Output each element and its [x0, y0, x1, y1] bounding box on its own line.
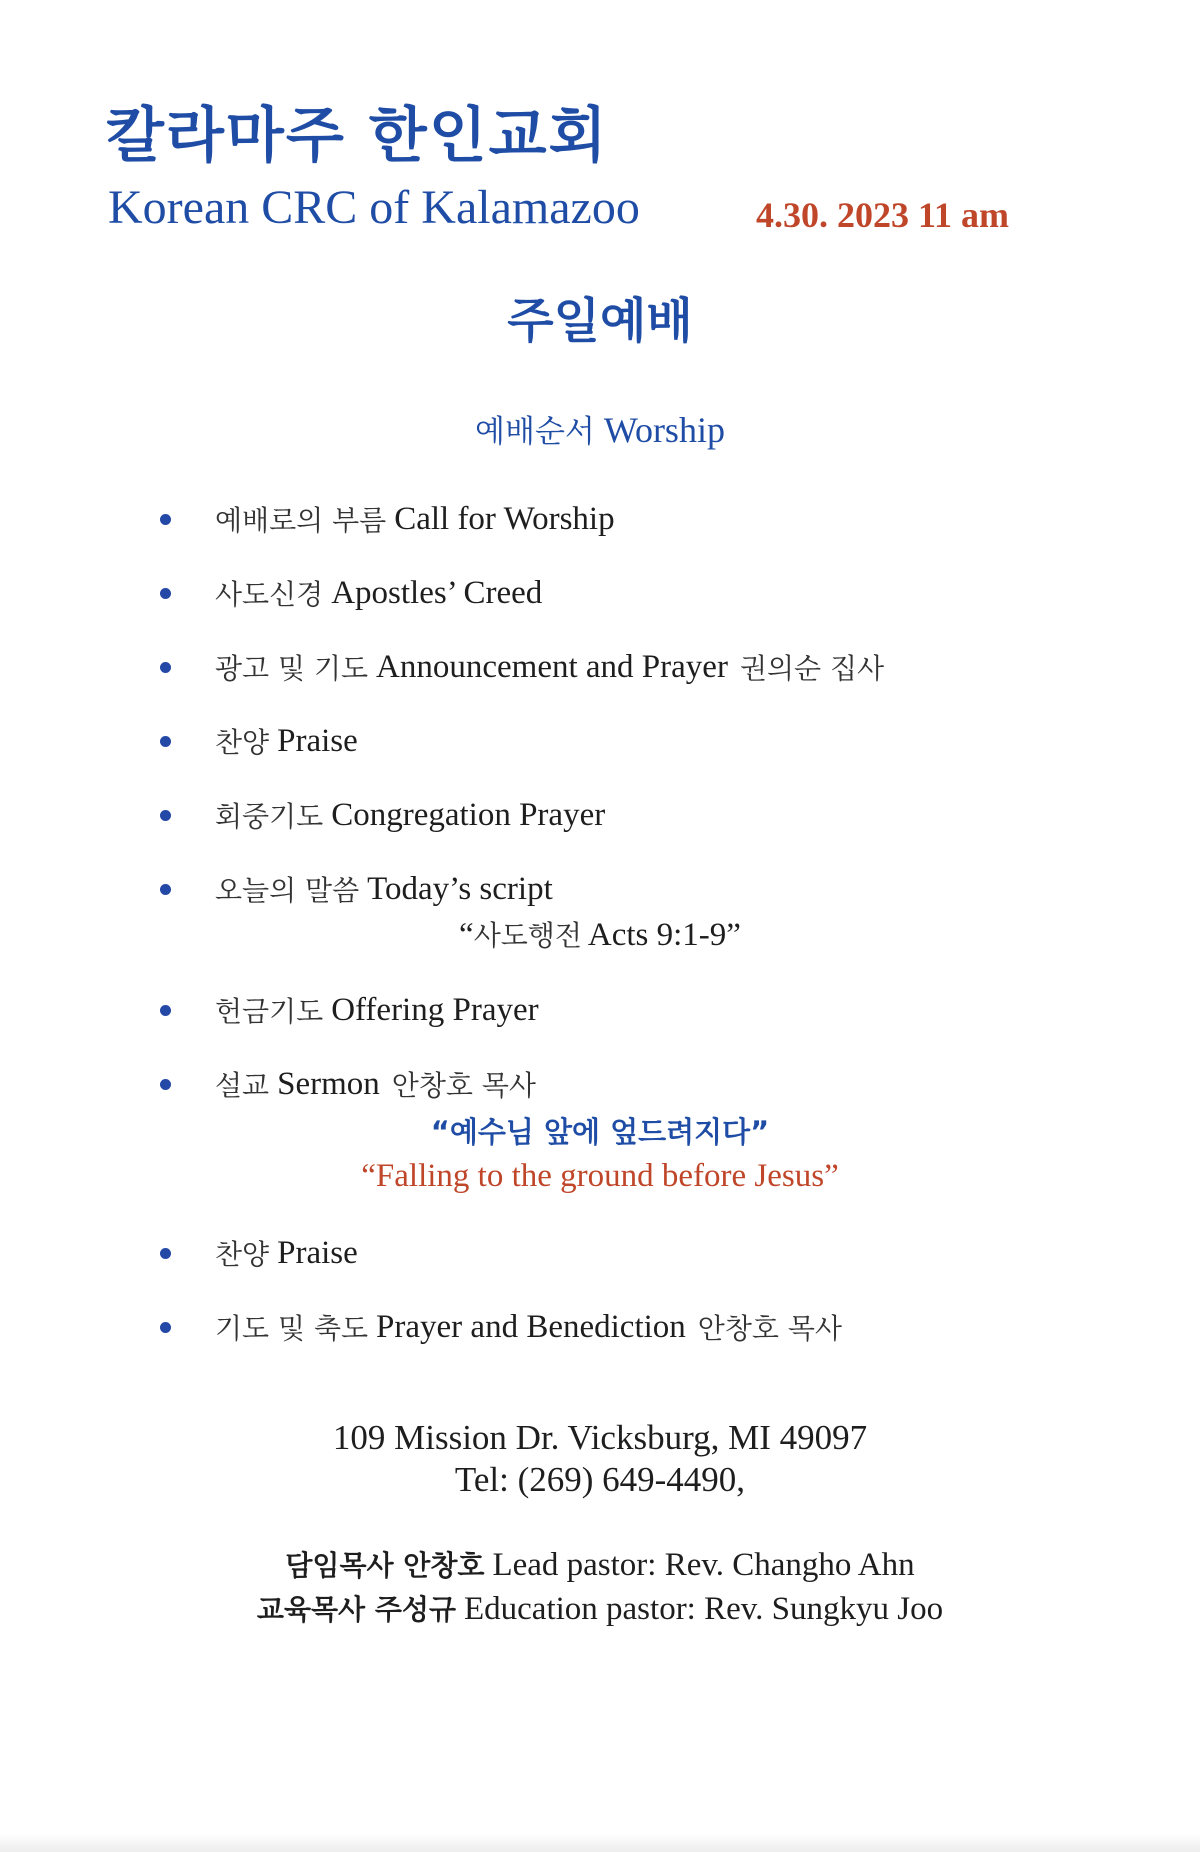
item-english: Today’s script [367, 870, 553, 907]
item-korean: 찬양 [215, 726, 270, 759]
sermon-title-english: “Falling to the ground before Jesus” [361, 1158, 839, 1194]
bullet-icon [160, 736, 171, 747]
church-address: 109 Mission Dr. Vicksburg, MI 49097 [332, 1418, 868, 1457]
bullet-icon [160, 1005, 171, 1016]
item-korean: 예배로의 부름 [215, 504, 387, 537]
order-heading-korean: 예배순서 [475, 414, 595, 450]
bullet-icon [160, 810, 171, 821]
item-korean: 오늘의 말씀 [215, 874, 360, 907]
order-item-praise-2 [160, 1231, 1140, 1275]
order-item-sermon [160, 1062, 1140, 1106]
item-korean: 설교 [215, 1069, 270, 1102]
church-name-korean: 칼라마주 한인교회 [106, 101, 609, 171]
item-english: Congregation Prayer [331, 796, 606, 833]
lead-pastor-english: Lead pastor: Rev. Changho Ahn [492, 1547, 915, 1583]
bullet-icon [160, 1322, 171, 1333]
lead-pastor-korean: 담임목사 안창호 [285, 1549, 485, 1582]
item-english: Call for Worship [394, 500, 615, 537]
service-title: 주일예배 [507, 293, 693, 349]
page-bottom-shadow [0, 1834, 1200, 1852]
item-english: Praise [277, 1234, 358, 1271]
item-english: Sermon [277, 1065, 380, 1102]
education-pastor-korean: 교육목사 주성규 [256, 1593, 456, 1626]
item-english: Offering Prayer [331, 991, 539, 1028]
church-name-english: Korean CRC of Kalamazoo [108, 181, 640, 234]
order-item-benediction [160, 1305, 1140, 1349]
scripture-reference [0, 914, 1200, 954]
order-item-announcement-prayer [160, 645, 1140, 689]
order-item-congregation-prayer [160, 793, 1140, 837]
education-pastor [0, 1588, 1200, 1628]
bullet-icon [160, 588, 171, 599]
bullet-icon [160, 1248, 171, 1259]
scripture-open-quote: “ [459, 917, 474, 953]
item-korean: 사도신경 [215, 578, 324, 611]
order-of-worship-heading [0, 406, 1200, 451]
item-english: Announcement and Prayer [376, 648, 728, 685]
item-english: Prayer and Benediction [376, 1308, 686, 1345]
order-item-offering-prayer [160, 988, 1140, 1032]
church-phone: Tel: (269) 649-4490, [454, 1460, 746, 1499]
item-english: Praise [277, 722, 358, 759]
order-item-todays-script [160, 867, 1140, 911]
item-leader: 안창호 목사 [697, 1312, 842, 1345]
item-leader: 안창호 목사 [391, 1069, 536, 1102]
bullet-icon [160, 884, 171, 895]
item-korean: 광고 및 기도 [215, 652, 369, 685]
bullet-icon [160, 662, 171, 673]
item-leader: 권의순 집사 [739, 652, 885, 685]
item-korean: 기도 및 축도 [215, 1312, 369, 1345]
item-korean: 헌금기도 [215, 995, 324, 1028]
education-pastor-english: Education pastor: Rev. Sungkyu Joo [464, 1591, 944, 1627]
service-date: 4.30. 2023 11 am [756, 195, 1010, 235]
scripture-english: Acts 9:1-9 [587, 917, 727, 953]
bullet-icon [160, 514, 171, 525]
bullet-icon [160, 1079, 171, 1090]
order-heading-english: Worship [603, 410, 725, 450]
sermon-title-korean: “예수님 앞에 엎드려지다” [430, 1115, 770, 1149]
scripture-korean: 사도행전 [473, 919, 582, 952]
order-item-apostles-creed [160, 571, 1140, 615]
scripture-close-quote: ” [726, 917, 741, 953]
order-item-call-for-worship [160, 497, 1140, 541]
item-korean: 회중기도 [215, 800, 324, 833]
item-korean: 찬양 [215, 1238, 270, 1271]
lead-pastor [0, 1544, 1200, 1584]
order-item-praise [160, 719, 1140, 763]
item-english: Apostles’ Creed [331, 574, 543, 611]
